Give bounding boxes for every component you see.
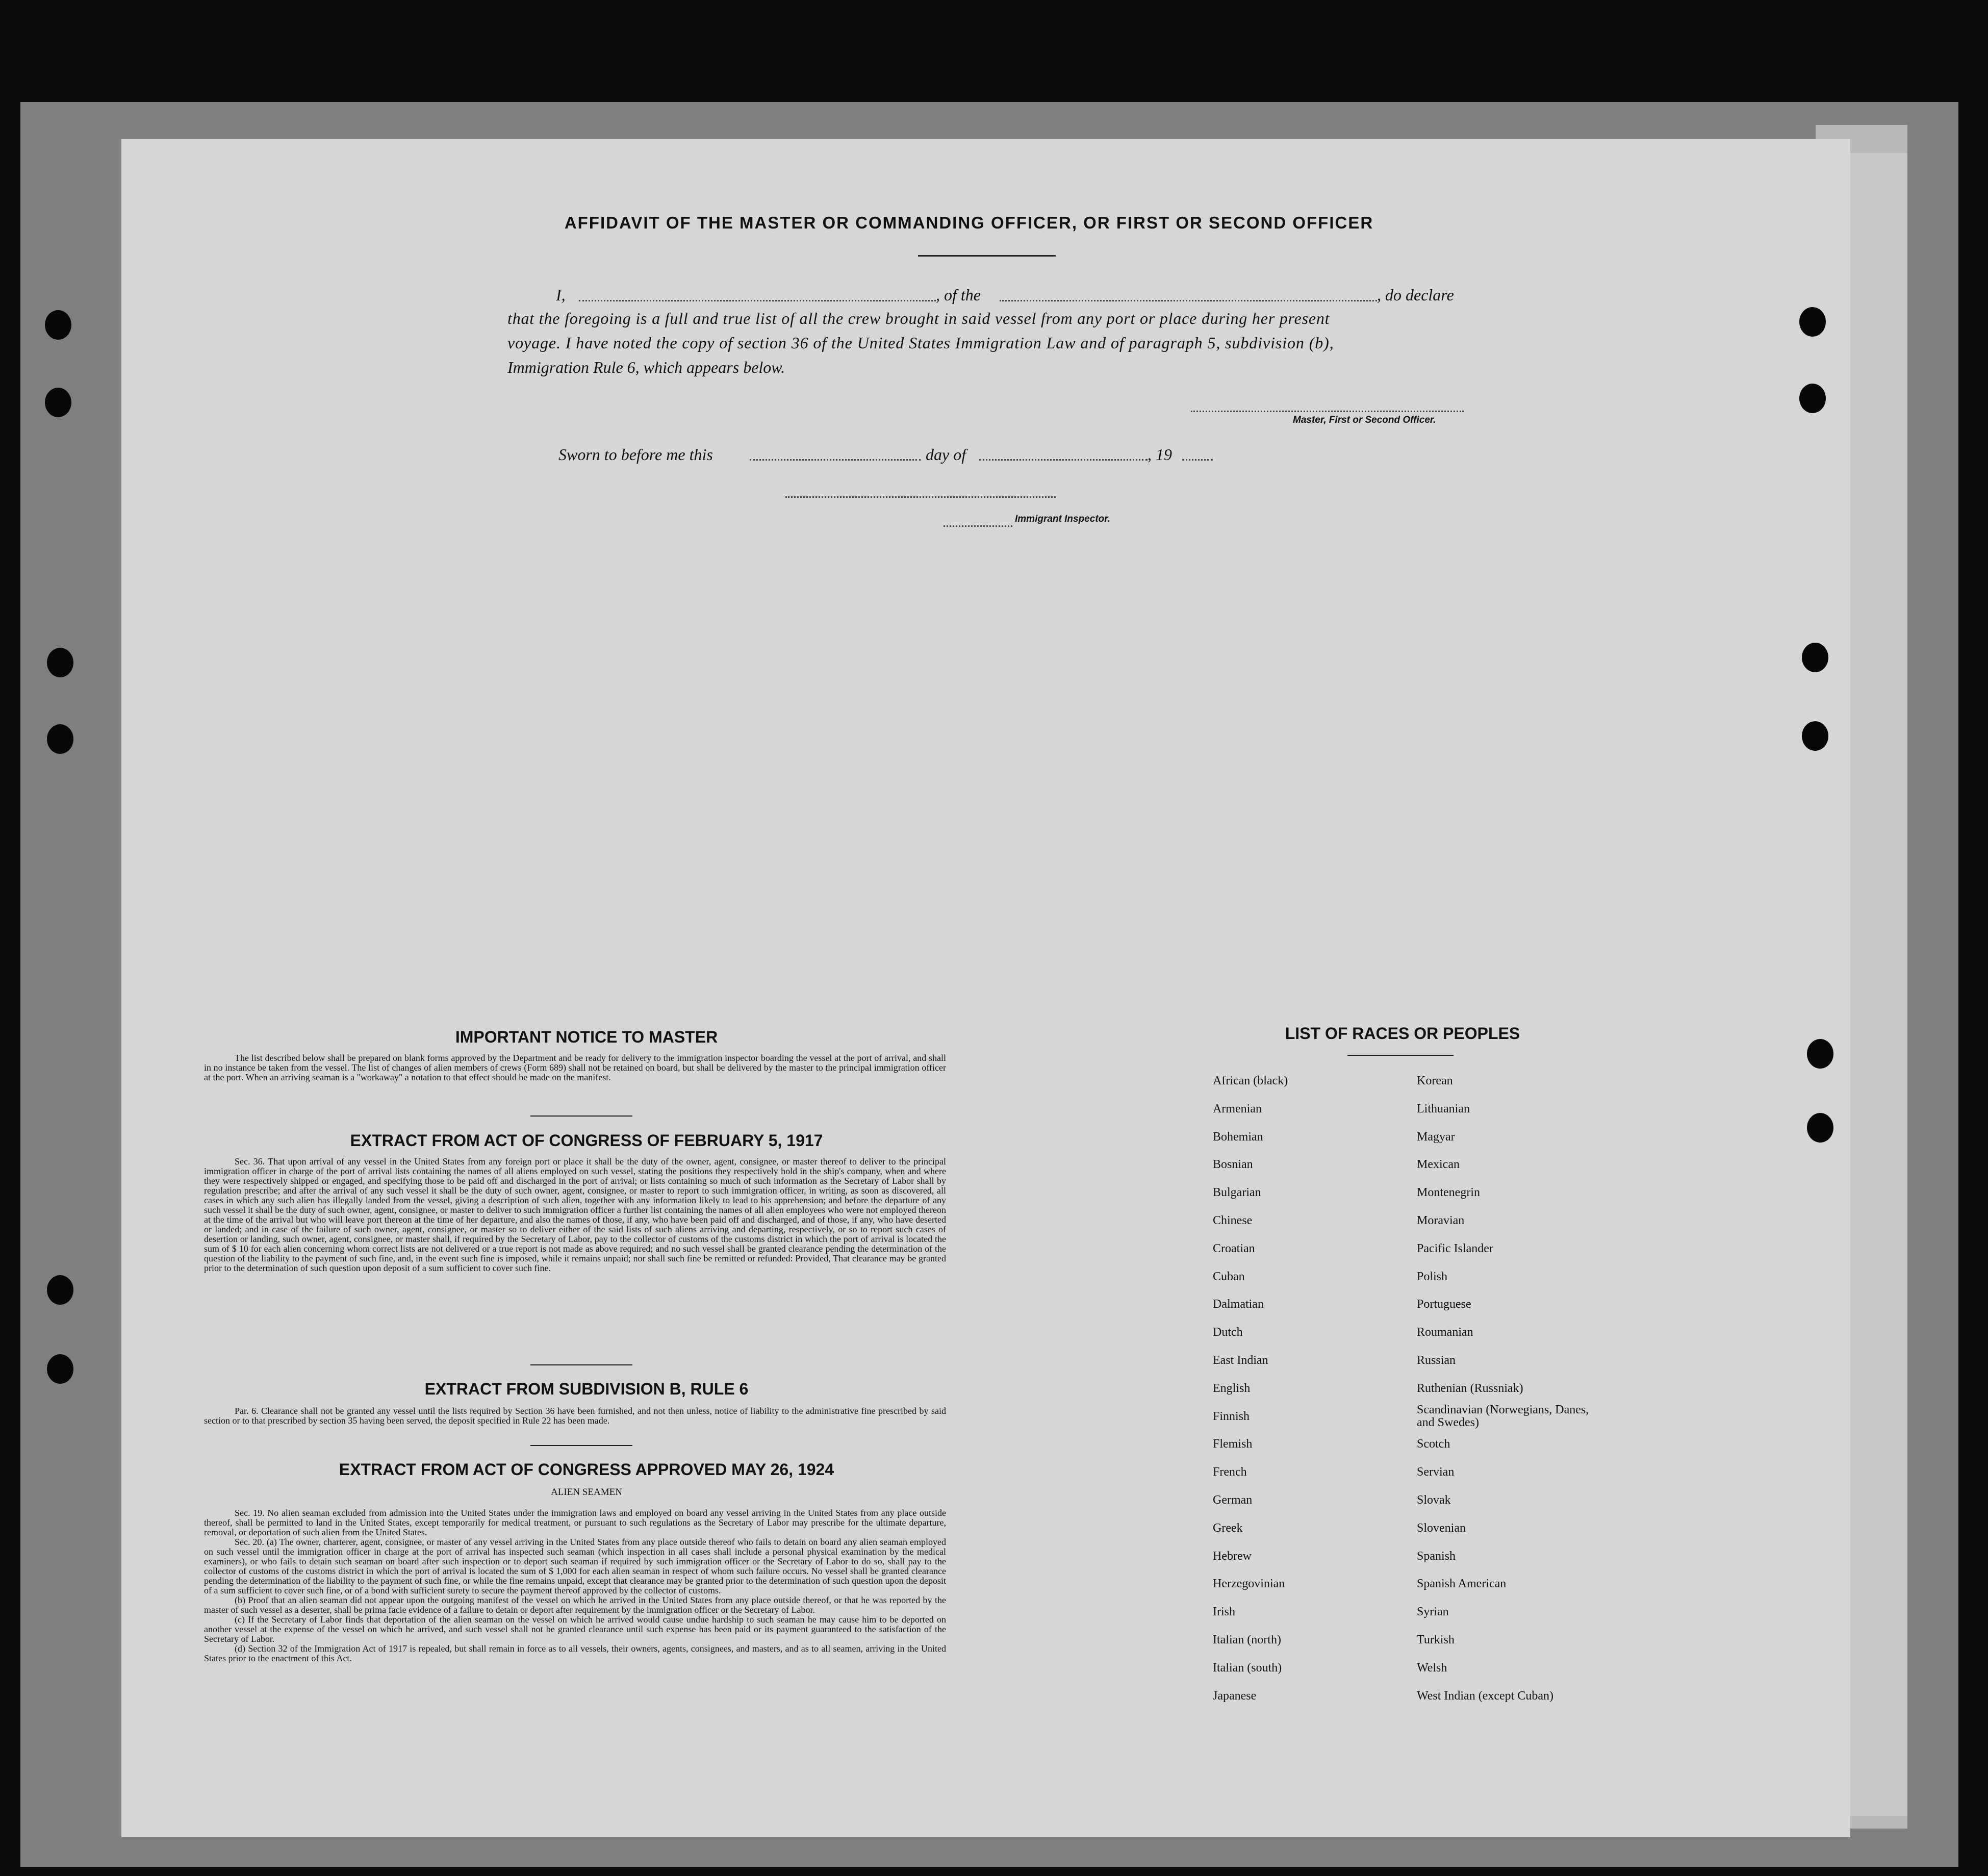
section-divider [530,1445,632,1446]
race-item: Bohemian [1213,1130,1263,1144]
binder-hole [47,1354,73,1384]
races-underline [1347,1055,1454,1056]
race-item: Japanese [1213,1689,1257,1703]
race-item: Spanish American [1417,1577,1507,1590]
inspector-dots [944,525,1012,527]
notice-text: The list described below shall be prepared on blank forms approved by the Department and be ready for delivery to the immigration inspector boarding the vessel at the port of arrival, and shall in no instance be taken from the vessel. The list of changes of alien members of crews (Form 689) shall not be retained on board, but shall be delivered by the master to the principal immigration officer at the port. When an arriving seaman is a "workaway" a notation to that effect should be made on the manifest. [204,1053,946,1082]
sworn-month-field[interactable] [979,459,1148,461]
race-item: Mexican [1417,1158,1460,1171]
notice-title: IMPORTANT NOTICE TO MASTER [455,1028,718,1046]
race-item: Moravian [1417,1214,1465,1227]
race-item: Pacific Islander [1417,1242,1493,1255]
affidavit-line-2: that the foregoing is a full and true list of all the crew brought in said vessel from any port or place during her present [507,309,1330,327]
race-item: Slovenian [1417,1522,1466,1535]
race-item: Turkish [1417,1633,1455,1646]
race-item: Dutch [1213,1326,1243,1339]
race-item: Korean [1417,1074,1453,1087]
binder-hole [47,1275,73,1305]
master-name-field[interactable] [579,300,936,301]
inspector-signature-field[interactable] [785,496,1056,498]
race-item: Chinese [1213,1214,1253,1227]
race-item: English [1213,1382,1251,1395]
year-label: , 19 [1148,445,1172,464]
sec-20b-text: (b) Proof that an alien seaman did not appear upon the outgoing manifest of the vessel on which he arrived in the United States from any place outside thereof, or that he was reported by the master of such vessel as a deserter, shall be prima facie evidence of a failure to detain or deport after requirement by the immigration officer or the Secretary of Labor. [204,1595,946,1615]
binder-hole [1799,384,1826,413]
section-divider [530,1364,632,1365]
race-item: Cuban [1213,1270,1245,1283]
race-item: Servian [1417,1465,1455,1479]
affidavit-title: AFFIDAVIT OF THE MASTER OR COMMANDING OFFICER, OR FIRST OR SECOND OFFICER [564,213,1374,232]
race-item: Hebrew [1213,1550,1252,1563]
race-item: Armenian [1213,1102,1262,1116]
race-item: Portuguese [1417,1298,1471,1311]
race-item: West Indian (except Cuban) [1417,1689,1553,1703]
race-item: Scotch [1417,1437,1450,1451]
binder-hole [47,724,73,754]
binder-hole [1802,721,1828,751]
race-item: Italian (north) [1213,1633,1281,1646]
race-item: Italian (south) [1213,1661,1282,1675]
race-item: Flemish [1213,1437,1253,1451]
binder-hole [1799,307,1826,337]
extract-rule6-title: EXTRACT FROM SUBDIVISION B, RULE 6 [424,1380,749,1398]
race-item: Lithuanian [1417,1102,1470,1116]
race-item: German [1213,1493,1253,1507]
sworn-year-field[interactable] [1182,459,1213,461]
affidavit-line-4: Immigration Rule 6, which appears below. [507,358,785,376]
race-item: East Indian [1213,1354,1268,1367]
race-item: Scandinavian (Norwegians, Danes, and Swedes) [1417,1403,1589,1429]
race-item: Dalmatian [1213,1298,1264,1311]
race-item: Roumanian [1417,1326,1473,1339]
binder-hole [45,388,71,417]
binder-hole [1807,1039,1833,1069]
extract-1917-text: Sec. 36. That upon arrival of any vessel in the United States from any foreign port or place it shall be the duty of the owner, agent, consignee, or master thereof to deliver to the principal immigration officer in charge of the port of arrival lists containing the names of all aliens employed on such vessel, stating the positions they respectively hold in the ship's company, when and where they were respectively shipped or engaged, and specifying those to be paid off and discharged in the port of arrival; or lists containing so much of such information as the Secretary of Labor shall by regulation prescribe; and after the arrival of any such vessel it shall be the duty of such owner, agent, consignee, or master to report to such immigration officer, in writing, as soon as discovered, all cases in which any such alien has illegally landed from the vessel, giving a description of such alien, together with any information likely to lead to his apprehension; and before the departure of any such vessel it shall be the duty of such owner, agent, consignee, or master to deliver to such immigration officer a further list containing the names of all alien employees who were not employed thereon at the time of the arrival but who will leave port thereon at the time of her departure, and also the names of those, if any, who have been paid off and discharged, and of those, if any, who have deserted or landed; and in case of the failure of such owner, agent, consignee, or master so to deliver either of the said lists of such aliens arriving and departing, respectively, or so to report such cases of desertion or landing, such owner, agent, consignee, or master shall, if required by the Secretary of Labor, pay to the collector of customs of the customs district in which the port of arrival is located the sum of $ 10 for each alien concerning whom correct lists are not delivered or a true report is not made as above required; and no such vessel shall be granted clearance pending the determination of the question of the liability to the payment of such fine, and, in the event such fine is imposed, while it remains unpaid; nor shall such fine be remitted or refunded: Provided, That clearance may be granted prior to the determination of such question upon deposit of a sum sufficient to cover such fine. [204,1156,946,1273]
extract-1924-title: EXTRACT FROM ACT OF CONGRESS APPROVED MAY 26, 1924 [339,1460,834,1479]
race-item: Syrian [1417,1605,1449,1618]
race-item: Russian [1417,1354,1456,1367]
sec-19-text: Sec. 19. No alien seaman excluded from admission into the United States under the immigration laws and employed on board any vessel arriving in the United States from any place outside thereof, shall be permitted to land in the United States, except temporarily for medical treatment, or pursuant to such regulations as the Secretary of Labor may prescribe for the ultimate departure, removal, or deportation of such alien from the United States. [204,1508,946,1537]
affidavit-line-3: voyage. I have noted the copy of section 36 of the United States Immigration Law and of paragraph 5, subdivision (b), [507,334,1334,352]
race-item: Ruthenian (Russniak) [1417,1382,1523,1395]
race-item: Croatian [1213,1242,1255,1255]
binder-hole [45,310,71,340]
race-item: Spanish [1417,1550,1456,1563]
sec-20c-text: (c) If the Secretary of Labor finds that deportation of the alien seaman on the vessel on which he arrived would cause undue hardship to such seaman he may cause him to be deported on another vessel at the expense of the vessel on which he arrived, and such vessel shall not be granted clearance until such expense has been paid or its payment guaranteed to the satisfaction of the Secretary of Labor. [204,1614,946,1644]
race-item: Bulgarian [1213,1186,1261,1199]
race-item: French [1213,1465,1247,1479]
race-item: Irish [1213,1605,1235,1618]
sec-20a-text: Sec. 20. (a) The owner, charterer, agent, consignee, or master of any vessel arriving in the United States from any place outside thereof who fails to detain on board any alien seaman employed on such vessel until the immigration officer in charge at the port of arrival has inspected such seaman (which inspection in all cases shall include a personal physical examination by the medical examiners), or who fails to detain such seaman on board after such inspection or to deport such seaman if required by such immigration officer or the Secretary of Labor to do so, shall pay to the collector of customs of the customs district in which the port of arrival is located the sum of $ 1,000 for each alien seaman in respect of whom such failure occurs. No vessel shall be granted clearance pending the determination of the liability to the payment of such fine, or while the fine remains unpaid, except that clearance may be granted prior to the determination of such question upon the deposit of a sum sufficient to cover such fine, or of a bond with sufficient surety to secure the payment thereof approved by the collector of customs. [204,1537,946,1595]
vessel-name-field[interactable] [1000,300,1377,301]
race-item: Welsh [1417,1661,1447,1675]
binder-hole [47,648,73,677]
race-item: Slovak [1417,1493,1451,1507]
extract-1924-subtitle: ALIEN SEAMEN [551,1487,622,1498]
signature-field[interactable] [1191,411,1464,412]
day-of-label: day of [926,445,966,464]
race-item: Polish [1417,1270,1448,1283]
sec-20d-text: (d) Section 32 of the Immigration Act of 1917 is repealed, but shall remain in force as to all vessels, their owners, agents, consignees, and masters, and as to all seamen, arriving in the United States prior to the enactment of this Act. [204,1643,946,1663]
race-item: Finnish [1213,1410,1250,1423]
races-title: LIST OF RACES OR PEOPLES [1285,1024,1520,1043]
race-item: Montenegrin [1417,1186,1480,1199]
title-underline [918,255,1056,257]
section-divider [530,1116,632,1117]
extract-1924-body [204,1508,946,1663]
extract-1917-title: EXTRACT FROM ACT OF CONGRESS OF FEBRUARY 5, 1917 [350,1131,823,1150]
race-item: Herzegovinian [1213,1577,1285,1590]
binder-hole [1802,643,1828,672]
inspector-caption: Immigrant Inspector. [1015,514,1110,524]
race-item: African (black) [1213,1074,1288,1087]
binder-hole [1807,1113,1833,1143]
race-item: Greek [1213,1522,1243,1535]
sworn-label: Sworn to before me this [558,445,713,464]
affidavit-do-declare: , do declare [1377,286,1454,304]
sworn-day-field[interactable] [750,459,921,461]
signature-caption: Master, First or Second Officer. [1293,415,1436,425]
affidavit-i-label: I, [556,286,566,304]
race-item: Magyar [1417,1130,1455,1144]
extract-rule6-text: Par. 6. Clearance shall not be granted any vessel until the lists required by Section 36 have been furnished, and not then unless, notice of liability to the administrative fine prescribed by said section or to that prescribed by section 35 having been served, the deposit specified in Rule 22 has been made. [204,1406,946,1426]
affidavit-of-the: , of the [936,286,981,304]
race-item: Bosnian [1213,1158,1253,1171]
